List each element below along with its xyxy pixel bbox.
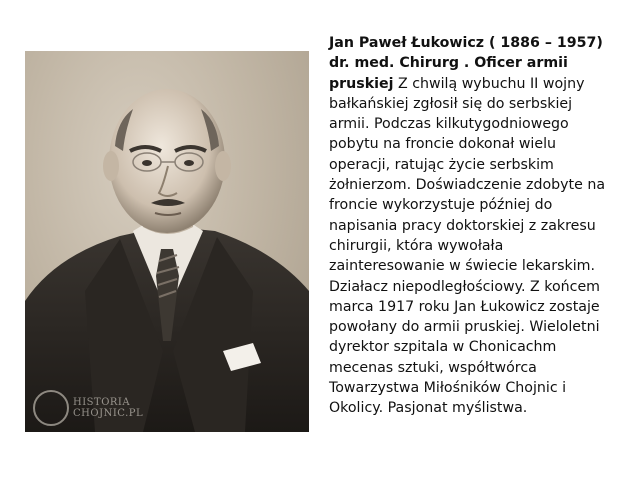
body-line: powołany do armii pruskiej. Wieloletni (329, 319, 600, 336)
body-line: zainteresowanie w świecie lekarskim. (329, 258, 595, 275)
body-line: Okolicy. Pasjonat myślistwa. (329, 400, 528, 417)
body-line: chirurgii, która wywołała (329, 237, 504, 254)
watermark (33, 390, 143, 426)
mixed-line (329, 74, 629, 94)
body-line: operacji, ratując życie serbskim (329, 156, 554, 173)
body-line: dyrektor szpitala w Chonicachm (329, 339, 557, 356)
watermark-text (73, 397, 143, 419)
body-line: bałkańskiej zgłosił się do serbskiej (329, 95, 573, 112)
heading-line-1: Jan Paweł Łukowicz ( 1886 – 1957) (329, 35, 603, 51)
portrait-photo (25, 51, 309, 432)
body-line: żołnierzom. Doświadczenie zdobyte na (329, 177, 606, 194)
heading-line-2: dr. med. Chirurg . Oficer armii (329, 55, 568, 72)
watermark-line-2: CHOJNIC.PL (73, 408, 144, 419)
body-line: armii. Podczas kilkutygodniowego (329, 116, 569, 133)
body-line: Działacz niepodległościowy. Z końcem (329, 278, 601, 295)
body-line: napisania pracy doktorskiej z zakresu (329, 217, 596, 234)
body-line: Towarzystwa Miłośników Chojnic i (329, 380, 567, 397)
body-line: mecenas sztuki, współtwórca (329, 359, 537, 376)
seal-icon (33, 390, 69, 426)
body-line: marca 1917 roku Jan Łukowicz zostaje (329, 298, 600, 315)
body-first-line: Z chwilą wybuchu II wojny (393, 75, 585, 92)
heading-line-3: pruskiej (329, 75, 394, 92)
watermark-line-1: HISTORIA (73, 397, 131, 408)
biography-text (329, 33, 629, 419)
body-line: froncie wykorzystuje później do (329, 197, 553, 214)
portrait-illustration (25, 51, 309, 432)
body-line: pobytu na froncie dokonał wielu (329, 136, 557, 153)
